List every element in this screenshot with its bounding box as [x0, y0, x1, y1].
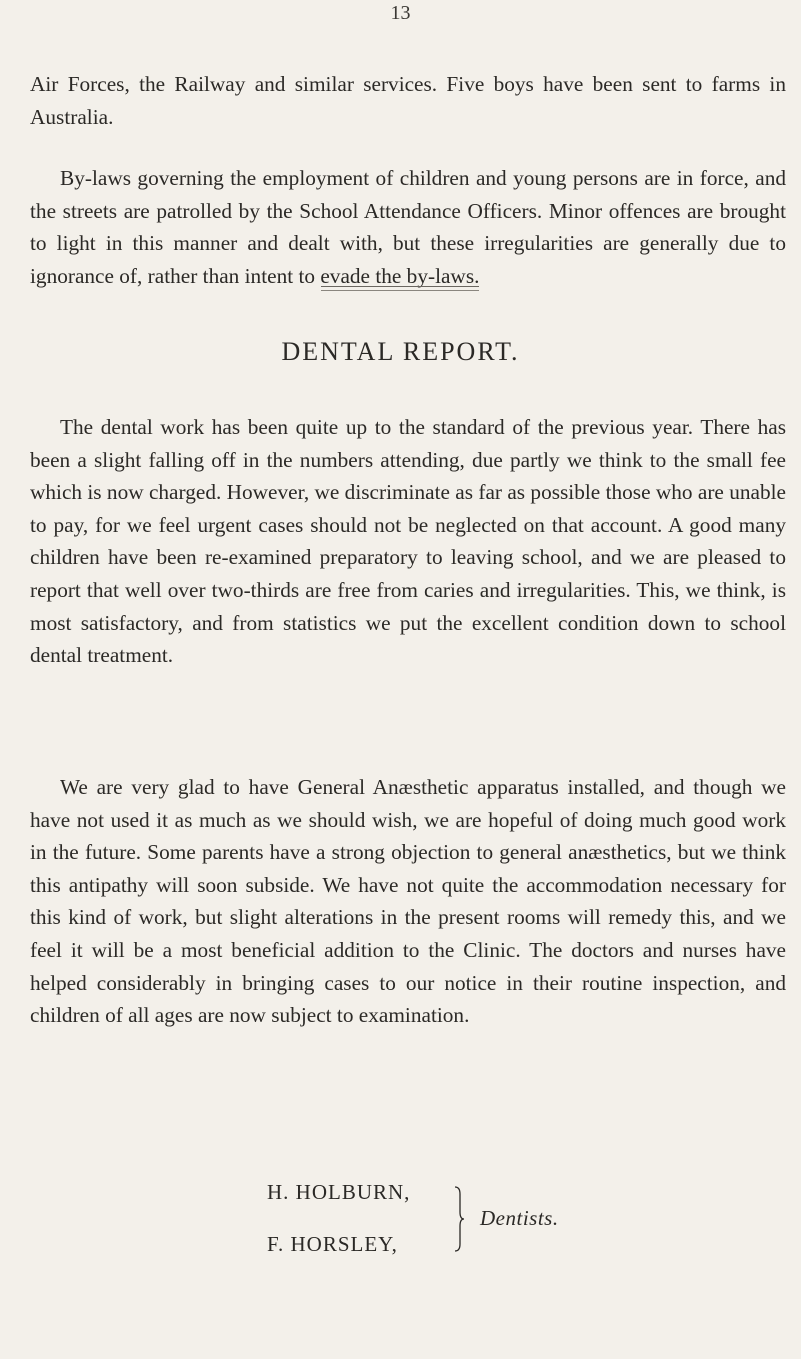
paragraph-dental-work: The dental work has been quite up to the standard of the previous year. There has been a slight falling off in the numbers attending, due partly we think to the small fee which is now charged. However, we discriminate as far as possible those who are unable to pay, for we feel urgent cases should not be neglected on that account. A good many children have been re-examined preparatory to leaving school, and we are pleased to report that well over two-thirds are free from caries and irregularities. This, we think, is most satisfactory, and from statistics we put the excellent condition down to school dental treatment.: [30, 415, 786, 668]
paragraph-anaesthetic: We are very glad to have General Anæsthetic apparatus installed, and though we have not used it as much as we should wish, we are hopeful of doing much good work in the future. Some parents have a strong objection to general anæsthetics, but we think this antipathy will soon subside. We have not quite the accommodation necessary for this kind of work, but slight alterations in the present rooms will remedy this, and we feel it will be a most beneficial addition to the Clinic. The doctors and nurses have helped considerably in bringing cases to our notice in their routine inspection, and children of all ages are now subject to examination.: [30, 775, 786, 1028]
signatory-name: H. HOLBURN,: [267, 1180, 411, 1204]
paragraph-continuation: Air Forces, the Railway and similar services. Five boys have been sent to farms in Australia.: [30, 72, 786, 129]
signatory-name: F. HORSLEY,: [267, 1232, 398, 1256]
section-divider: [321, 286, 479, 287]
signatory-role: Dentists.: [480, 1206, 559, 1230]
signature-block: [267, 1180, 627, 1270]
page-number: 13: [390, 2, 411, 24]
paragraph-by-laws: By-laws governing the employment of children and young persons are in force, and the streets are patrolled by the School Attendance Officers. Minor offences are brought to light in this manner and dealt with, but these irregularities are generally due to ignorance of, rather than intent to evade the by-laws.: [30, 166, 786, 288]
section-heading: DENTAL REPORT.: [281, 337, 520, 366]
right-brace-icon: [454, 1186, 464, 1252]
